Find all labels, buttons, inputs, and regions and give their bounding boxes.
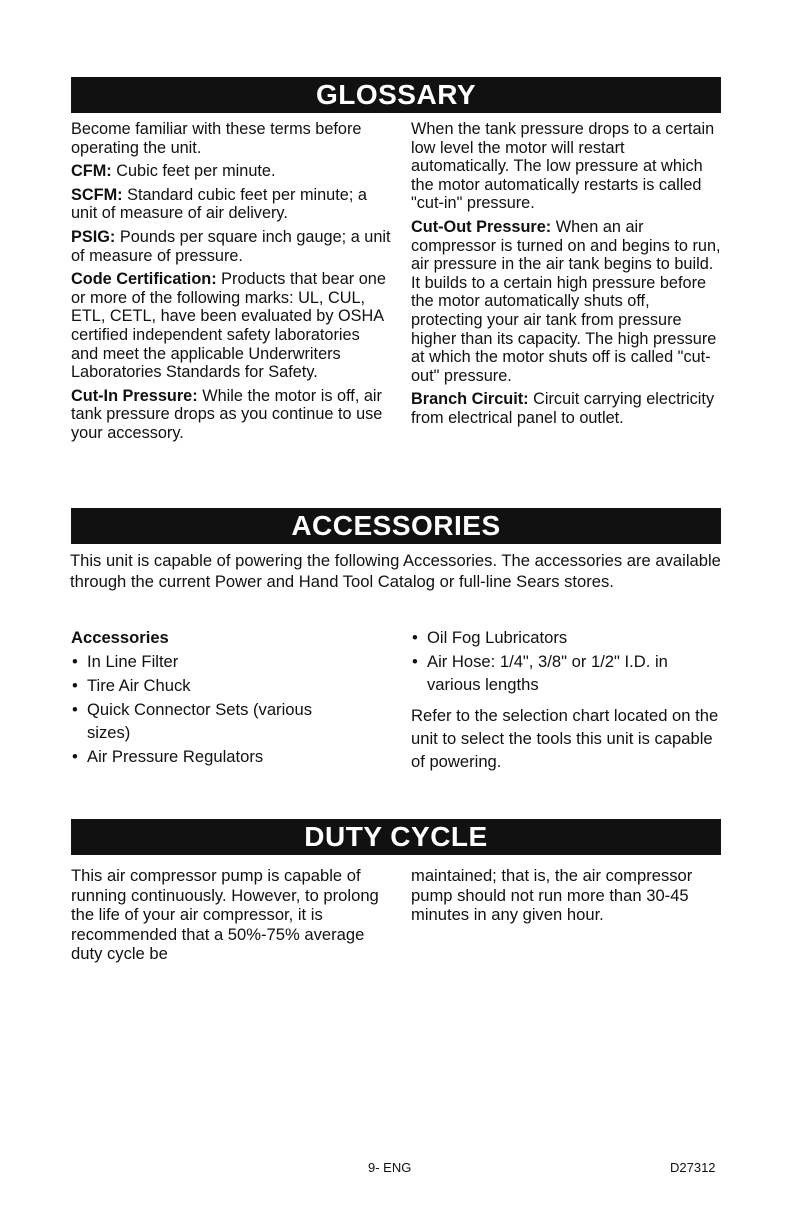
accessories-intro-block xyxy=(70,550,725,592)
glossary-entry-cfm xyxy=(71,162,391,181)
glossary-entry-branch-circuit xyxy=(411,390,723,427)
term: Cut-In Pressure: xyxy=(71,386,198,405)
term: SCFM: xyxy=(71,185,123,204)
glossary-cut-in-continued: When the tank pressure drops to a certain low level the motor will restart automatically. The low pressure at which the motor automatically restarts is called "cut-in" pressure. xyxy=(411,120,715,213)
accessory-item: • Air Hose: 1/4", 3/8" or 1/2" I.D. in various lengths xyxy=(411,650,723,696)
glossary-entry-cut-out-pressure xyxy=(411,218,723,385)
duty-cycle-left-column xyxy=(71,866,391,969)
accessories-intro: This unit is capable of powering the following Accessories. The accessories are available through the current Power and Hand Tool Catalog or full-line Sears stores. xyxy=(70,551,721,591)
definition: When an air compressor is turned on and begins to run, air pressure in the air tank begins to build. It builds to a certain high pressure before the motor automatically shuts off, protecting your air tank from pressure higher than its capacity. The high pressure at which the motor shuts off is called "cut-out" pressure. xyxy=(411,217,721,385)
glossary-entry-scfm xyxy=(71,186,391,223)
term: Code Certification: xyxy=(71,270,217,289)
duty-cycle-heading: DUTY CYCLE xyxy=(71,819,721,855)
definition: While the motor is off, air tank pressure drops as you continue to use your accessory. xyxy=(71,386,383,442)
accessory-item: • In Line Filter xyxy=(71,650,391,673)
duty-cycle-text-part-1: This air compressor pump is capable of running continuously. However, to prolong the life of your air compressor, it is recommended that a 50%-75% average duty cycle be xyxy=(71,866,379,963)
accessories-list-heading: Accessories xyxy=(71,628,169,647)
glossary-entry-cut-in-pressure xyxy=(71,387,391,443)
accessories-right-column xyxy=(411,626,723,773)
term: PSIG: xyxy=(71,227,116,246)
accessories-refer-text: Refer to the selection chart located on the unit to select the tools this unit is capable of powering. xyxy=(411,706,719,771)
glossary-right-column xyxy=(411,120,723,433)
accessories-heading: ACCESSORIES xyxy=(71,508,721,544)
glossary-entry-code-certification xyxy=(71,270,391,382)
glossary-entry-psig xyxy=(71,228,391,265)
accessory-item: • Oil Fog Lubricators xyxy=(411,626,723,649)
accessory-item: • Tire Air Chuck xyxy=(71,674,391,697)
glossary-heading: GLOSSARY xyxy=(71,77,721,113)
term: Branch Circuit: xyxy=(411,390,529,409)
term: Cut-Out Pressure: xyxy=(411,217,552,236)
glossary-left-column xyxy=(71,120,391,448)
accessory-item: • Air Pressure Regulators xyxy=(71,745,391,768)
definition: Standard cubic feet per minute; a unit of measure of air delivery. xyxy=(71,185,367,223)
accessory-item: • Quick Connector Sets (various sizes) xyxy=(71,698,357,744)
glossary-intro: Become familiar with these terms before operating the unit. xyxy=(71,120,362,157)
document-code: D27312 xyxy=(670,1160,716,1175)
definition: Circuit carrying electricity from electrical panel to outlet. xyxy=(411,390,715,427)
definition: Products that bear one or more of the following marks: UL, CUL, ETL, CETL, have been evaluated by OSHA certified independent safety laboratories and meet the applicable Underwriters Laboratories Standards for Safety. xyxy=(71,270,386,382)
duty-cycle-right-column xyxy=(411,866,727,930)
duty-cycle-text-part-2: maintained; that is, the air compressor pump should not run more than 30-45 minutes in any given hour. xyxy=(411,866,693,924)
term: CFM: xyxy=(71,162,112,181)
definition: Cubic feet per minute. xyxy=(116,162,276,181)
accessories-left-column xyxy=(71,626,391,769)
page-number: 9- ENG xyxy=(368,1160,412,1175)
definition: Pounds per square inch gauge; a unit of measure of pressure. xyxy=(71,227,391,265)
